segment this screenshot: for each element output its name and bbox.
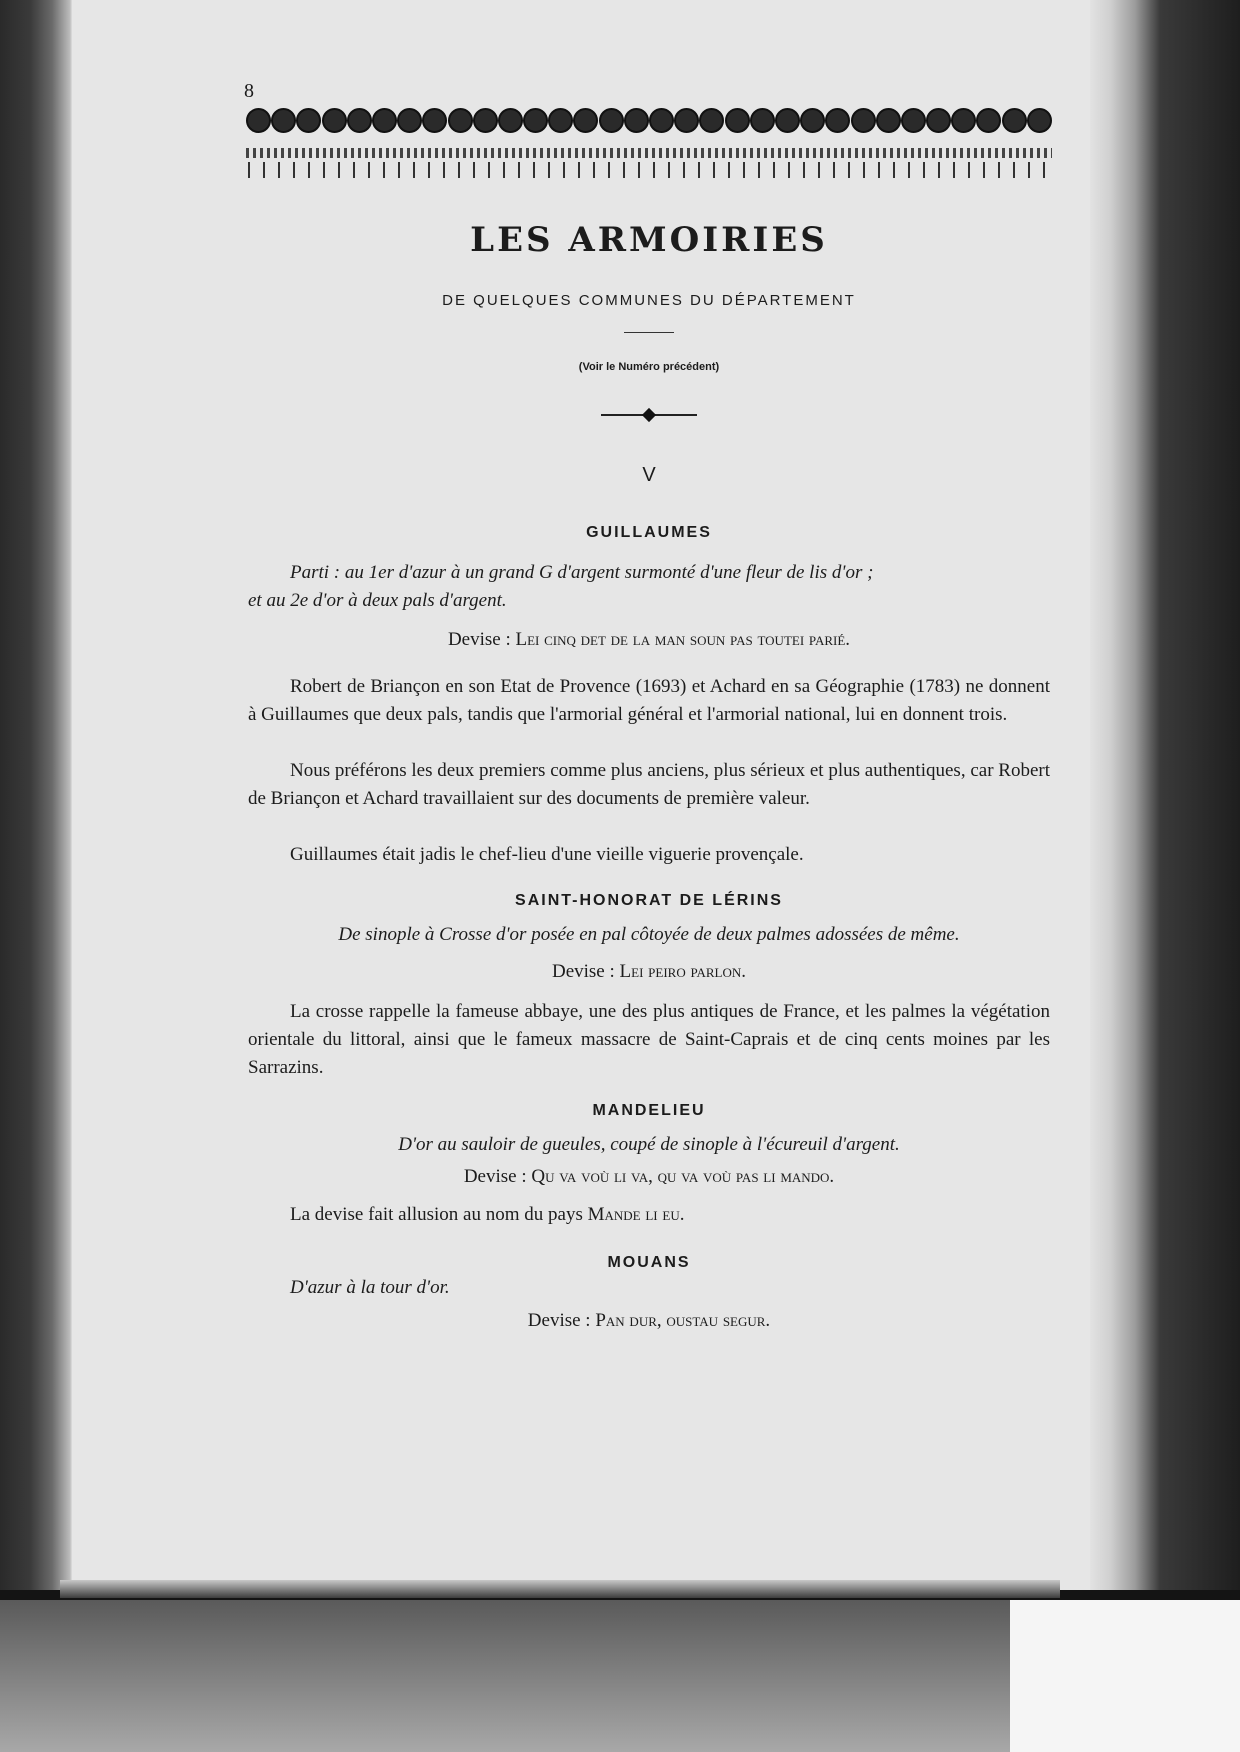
page-number: 8 (244, 80, 254, 102)
heading-mouans: MOUANS (607, 1254, 691, 1271)
paragraph-mandelieu: La devise fait allusion au nom du pays Mande li eu. (290, 1204, 685, 1225)
blazon-guillaumes: Parti : au 1er d'azur à un grand G d'argent surmonté d'une fleur de lis d'or ; et au 2e d'or à deux pals d'argent. (248, 562, 874, 611)
ornamental-border-hearts (246, 108, 1052, 140)
ornament-divider (601, 410, 697, 420)
paragraph-guillaumes-1: Robert de Briançon en son Etat de Provence (1693) et Achard en sa Géographie (1783) ne donnent à Guillaumes que deux pals, tandis que l'armorial général et l'armorial national, lui en donnent trois. (248, 676, 1050, 725)
page-content (244, 80, 1050, 1540)
ornamental-border-pins (248, 162, 1050, 178)
paper-bottom-shadow (60, 1580, 1060, 1598)
scan-bottom-strip (0, 1600, 1010, 1752)
heading-mandelieu: MANDELIEU (592, 1102, 706, 1119)
paragraph-guillaumes-3: Guillaumes était jadis le chef-lieu d'une vieille viguerie provençale. (290, 844, 804, 865)
devise-guillaumes: Devise : Lei cinq det de la man soun pas toutei parié. (447, 629, 851, 650)
paragraph-lerins: La crosse rappelle la fameuse abbaye, une des plus antiques de France, et les palmes la végétation orientale du littoral, ainsi que le fameux massacre de Saint-Caprais et de cinq cents moines par les Sarrazins. (248, 1001, 1050, 1078)
section-number: V (642, 464, 656, 486)
paragraph-guillaumes-2: Nous préférons les deux premiers comme plus anciens, plus sérieux et plus authentiques, car Robert de Briançon et Achard travaillaient sur des documents de première valeur. (248, 760, 1050, 809)
book-spine-shadow (0, 0, 72, 1600)
heading-guillaumes: GUILLAUMES (586, 524, 712, 541)
page-subtitle: DE QUELQUES COMMUNES DU DÉPARTEMENT (442, 292, 856, 309)
ornamental-border-dots (246, 148, 1052, 158)
page-title: LES ARMOIRIES (470, 220, 828, 260)
devise-lerins: Devise : Lei peiro parlon. (551, 961, 747, 982)
blazon-mandelieu: D'or au sauloir de gueules, coupé de sinople à l'écureuil d'argent. (398, 1134, 900, 1155)
devise-mandelieu: Devise : Qu va voù li va, qu va voù pas li mando. (463, 1166, 835, 1187)
reference-note: (Voir le Numéro précédent) (578, 361, 720, 373)
heading-lerins: SAINT-HONORAT DE LÉRINS (515, 892, 783, 909)
page-right-edge (1090, 0, 1240, 1600)
blazon-mouans: D'azur à la tour d'or. (290, 1277, 450, 1298)
blazon-lerins: De sinople à Crosse d'or posée en pal côtoyée de deux palmes adossées de même. (338, 924, 960, 945)
scan-bottom-white (1010, 1600, 1240, 1752)
devise-mouans: Devise : Pan dur, oustau segur. (527, 1310, 771, 1331)
divider-rule (624, 332, 674, 333)
